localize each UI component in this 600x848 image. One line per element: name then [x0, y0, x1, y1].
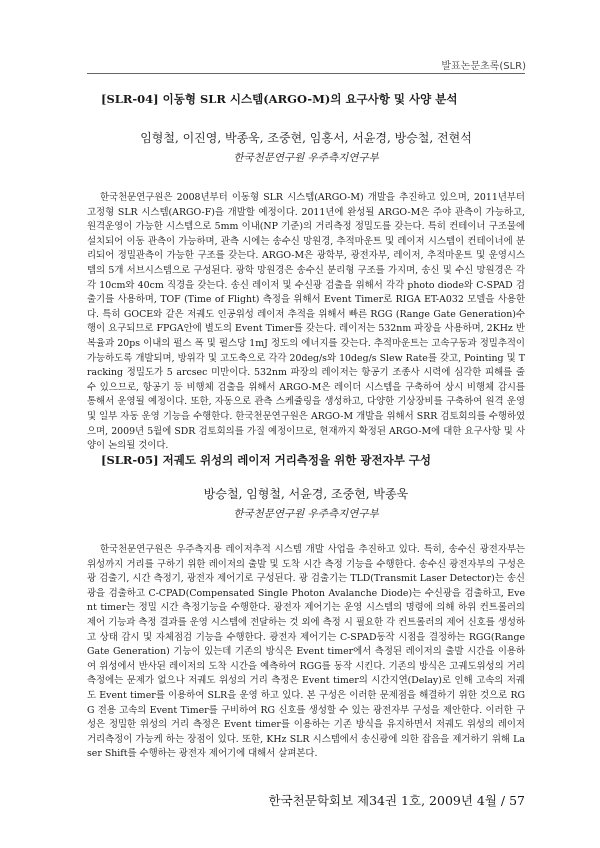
- header-divider: [87, 73, 525, 74]
- abstract-body: 한국천문연구원은 2008년부터 이동형 SLR 시스템(ARGO-M) 개발을 추진하고 있으며, 2011년부터 고정형 SLR 시스템(ARGO-F)을 개발할 예정이다. 2011년에 완성될 ARGO-M은 주야 관측이 가능하고, 원격운영이 가능한 시스템으로 5mm 이내(NP 기준)의 거리측정 정밀도를 갖는다. 특히 컨테이너 구조물에 설치되어 이동 관측이 가능하며, 관측 시에는 송수신 망원경, 추적마운트 및 레이저 시스템이 컨테이너에 분리되어 정밀관측이 가능한 구조를 갖는다. ARGO-M은 광학부, 광전자부, 레이저, 추적마운트 및 운영시스템의 5개 서브시스템으로 구성된다. 광학 망원경은 송수신 분리형 구조를 가지며, 송신 및 수신 망원경은 각각 10cm와 40cm 직경을 갖는다. 송신 레이저 및 수신광 검출을 위해서 각각 photo diode와 C-SPAD 검출기를 사용하며, TOF (Time of Flight) 측정을 위해서 Event Timer로 RIGA ET-A032 모델을 사용한다. 특히 GOCE와 같은 저궤도 인공위성 레이저 추적을 위해서 빠른 RGG (Range Gate Generation)수행이 요구되므로 FPGA안에 별도의 Event Timer를 갖는다. 레이저는 532nm 파장을 사용하며, 2KHz 반복율과 20ps 이내의 펄스 폭 및 펄스당 1mJ 정도의 에너지를 갖는다. 추적마운트는 고속구동과 정밀추적이 가능하도록 개발되며, 방위각 및 고도축으로 각각 20deg/s와 10deg/s Slew Rate를 갖고, Pointing 및 Tracking 정밀도가 5 arcsec 미만이다. 532nm 파장의 레이저는 항공기 조종사 시력에 심각한 피해를 줄 수 있으므로, 항공기 등 비행체 검출을 위해서 ARGO-M은 레이더 시스템을 구축하여 상시 비행체 감시를 통해서 운영될 예정이다. 또한, 자동으로 관측 스케쥴링을 생성하고, 다양한 기상장비를 구축하여 원격 운영 및 일부 자동 운영 기능을 수행한다. 한국천문연구원은 ARGO-M 개발을 위해서 SRR 검토회의를 수행하였으며, 2009년 5월에 SDR 검토회의를 가질 예정이므로, 현재까지 확정된 ARGO-M에 대한 요구사항 및 사양이 논의될 것이다.: [87, 192, 525, 452]
- author-list: 임형철, 이진영, 박종욱, 조중현, 임홍서, 서윤경, 방승철, 전현석: [140, 131, 472, 145]
- abstract-body: 한국천문연구원은 우주측지용 레이저추적 시스템 개발 사업을 추진하고 있다. 특히, 송수신 광전자부는 위성까지 거리를 구하기 위한 레이저의 출발 및 도착 시간 측정 기능을 수행한다. 송수신 광전자부의 구성은 광 검출기, 시간 측정기, 광전자 제어기로 구성된다. 광 검출기는 TLD(Transmit Laser Detector)는 송신광을 검출하고 C-CPAD(Compensated Single Photon Avalanche Diode)는 수신광을 검출하고, Event timer는 정밀 시간 측정기능을 수행한다. 광전자 제어기는 운영 시스템의 명령에 의해 하위 컨트롤러의 제어 기능과 측정 결과를 운영 시스템에 전달하는 것 외에 측정 시 필요한 각 컨트롤러의 제어 신호를 생성하고 상태 감시 및 자체점검 기능을 수행한다. 광전자 제어기는 C-SPAD동작 시점을 결정하는 RGG(Range Gate Generation) 기능이 있는데 기존의 방식은 Event timer에서 측정된 레이저의 출발 시간을 이용하여 위성에서 반사된 레이저의 도착 시간을 예측하여 RGG를 동작 시킨다. 기존의 방식은 고궤도위성의 거리측정에는 문제가 없으나 저궤도 위성의 거리 측정은 Event timer의 시간지연(Delay)로 인해 고속의 저궤도 Event timer를 이용하여 SLR을 운영 하고 있다. 본 구성은 이러한 문제점을 해결하기 위한 것으로 RGG 전용 고속의 Event Timer를 구비하여 RG 신호를 생성할 수 있는 광전자부 구성을 제안한다. 이러한 구성은 정밀한 위성의 거리 측정은 Event timer를 이용하는 기존 방식을 유지하면서 저궤도 위성의 레이저 거리측정이 가능케 하는 장점이 있다. 또한, KHz SLR 시스템에서 송신광에 의한 잡음을 제거하기 위해 Laser Shift를 수행하는 광전자 제어기에 대해서 살펴본다.: [87, 544, 525, 760]
- author-list: 방승철, 임형철, 서윤경, 조중현, 박종욱: [203, 487, 409, 501]
- abstract-slr-04: [87, 91, 525, 454]
- abstract-title: [SLR-04] 이동형 SLR 시스템(ARGO-M)의 요구사항 및 사양 분석: [101, 92, 458, 106]
- section-header: 발표논문초록(SLR): [441, 61, 526, 72]
- abstract-slr-05: [87, 452, 525, 762]
- affiliation: 한국천문연구원 우주측지연구부: [233, 508, 379, 520]
- page-footer: 한국천문학회보 제34권 1호, 2009년 4월 / 57: [268, 793, 525, 808]
- abstract-title: [SLR-05] 저궤도 위성의 레이저 거리측정을 위한 광전자부 구성: [101, 453, 432, 467]
- affiliation: 한국천문연구원 우주측지연구부: [233, 152, 379, 164]
